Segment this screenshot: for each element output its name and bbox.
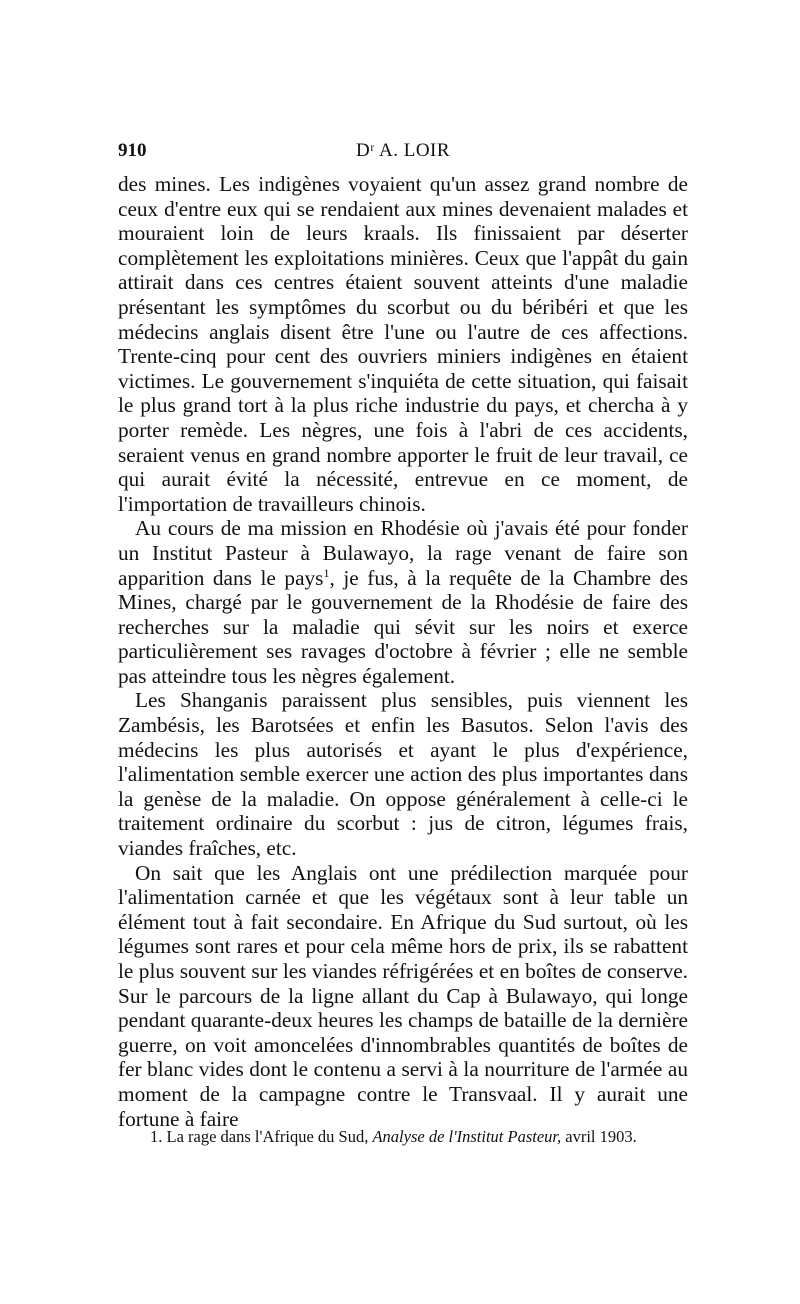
paragraph: des mines. Les indigènes voyaient qu'un assez grand nombre de ceux d'entre eux qui se rendaient aux mines devenaient malades et mouraient loin de leurs kraals. Ils finissaient par déserter complètement les exploitations minières. Ceux que l'appât du gain attirait dans ces centres étaient souvent atteints d'une maladie présentant les symptômes du scorbut ou du béribéri et que les médecins anglais disent être l'une ou l'autre de ces affections. Trente-cinq pour cent des ouvriers miniers indigènes en étaient victimes. Le gouvernement s'inquiéta de cette situation, qui faisait le plus grand tort à la plus riche industrie du pays, et chercha à y porter remède. Les nègres, une fois à l'abri de ces accidents, seraient venus en grand nombre apporter le fruit de leur travail, ce qui aurait évité la nécessité, entrevue en ce moment, de l'importation de travailleurs chinois. — [118, 172, 688, 516]
paragraph — [118, 516, 688, 688]
footnote-date: avril 1903. — [565, 1127, 637, 1146]
footnote-reference: 1 — [323, 565, 330, 580]
body-text — [118, 172, 688, 1131]
footnote-text: La rage dans l'Afrique du Sud, — [166, 1127, 369, 1146]
paragraph: On sait que les Anglais ont une prédilection marquée pour l'alimentation carnée et que les végétaux sont à leur table un élément tout à fait secondaire. En Afrique du Sud surtout, où les légumes sont rares et pour cela même hors de prix, ils se rabattent le plus souvent sur les viandes réfrigérées et en boîtes de conserve. Sur le parcours de la ligne allant du Cap à Bulawayo, qui longe pendant quarante-deux heures les champs de bataille de la dernière guerre, on voit amoncelées d'innombrables quantités de boîtes de fer blanc vides dont le contenu a servi à la nourriture de l'armée au moment de la campagne contre le Transvaal. Il y aurait une fortune à faire — [118, 860, 688, 1131]
footnote-number: 1. — [150, 1127, 163, 1146]
running-head-author: Dʳ A. LOIR — [355, 140, 451, 161]
running-head — [118, 140, 688, 168]
paragraph-text: , je fus, à la requête de la Chambre des Mines, chargé par le gouvernement de la Rhodésie de faire des recherches sur la maladie qui sévit sur les noirs et exerce particulièrement ses ravages d'octobre à février ; elle ne semble pas atteindre tous les nègres également. — [118, 565, 689, 688]
page-number: 910 — [118, 140, 147, 161]
footnote-source-title: Analyse de l'Institut Pasteur, — [372, 1127, 562, 1146]
paragraph: Les Shanganis paraissent plus sensibles, puis viennent les Zambésis, les Barotsées et enfin les Basutos. Selon l'avis des médecins les plus autorisés et ayant le plus d'expérience, l'alimentation semble exercer une action des plus importantes dans la genèse de la maladie. On oppose généralement à celle-ci le traitement ordinaire du scorbut : jus de citron, légumes frais, viandes fraîches, etc. — [118, 688, 688, 861]
footnote — [150, 1126, 695, 1148]
paragraph-text: Au cours de ma mission en Rhodésie où j'avais été pour fonder un Institut Pasteur à Bulawayo, la rage venant de faire son apparition dans le pays — [118, 516, 688, 590]
